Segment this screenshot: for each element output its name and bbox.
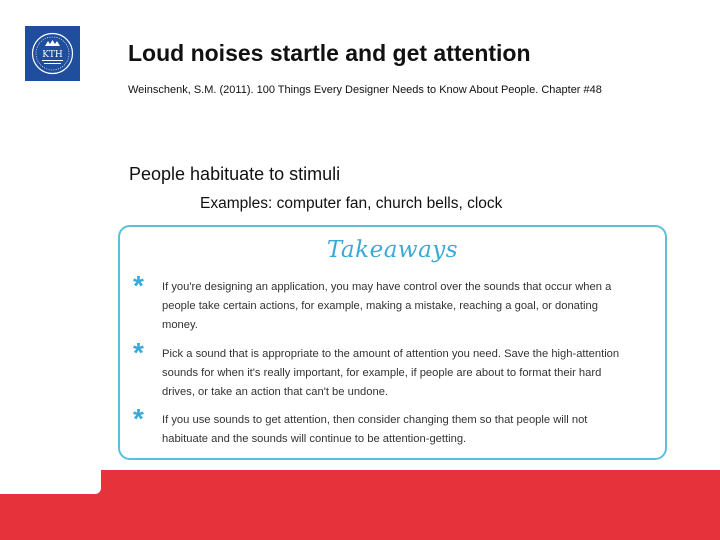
kth-logo-emblem xyxy=(25,26,80,81)
footer-notch xyxy=(0,470,101,494)
kth-logo xyxy=(25,26,80,81)
takeaways-title: Takeaways xyxy=(326,237,459,263)
takeaway-item xyxy=(133,403,632,449)
takeaways-box xyxy=(118,225,667,460)
takeaway-text: If you're designing an application, you may have control over the sounds that occur when a people take certain actions, for example, making a mistake, reaching a goal, or donating money. xyxy=(162,281,612,331)
slide-title: Loud noises startle and get attention xyxy=(128,40,531,66)
footer-band xyxy=(0,470,720,540)
takeaway-text: If you use sounds to get attention, then consider changing them so that people will not habituate and the sounds will continue to be attention-getting. xyxy=(162,414,588,445)
examples-subheading: Examples: computer fan, church bells, clock xyxy=(200,195,503,212)
asterisk-icon: * xyxy=(133,270,144,301)
asterisk-icon: * xyxy=(133,337,144,368)
svg-text:KTH: KTH xyxy=(42,50,63,60)
section-heading: People habituate to stimuli xyxy=(129,164,341,184)
citation: Weinschenk, S.M. (2011). 100 Things Every Designer Needs to Know About People. Chapter #48 xyxy=(128,84,602,96)
takeaway-item xyxy=(133,270,632,335)
takeaway-text: Pick a sound that is appropriate to the amount of attention you need. Save the high-attention sounds for when it's really important, for example, if people are about to format their hard drives, or take an action that can't be undone. xyxy=(162,348,620,398)
takeaway-item xyxy=(133,337,632,402)
asterisk-icon: * xyxy=(133,403,144,434)
